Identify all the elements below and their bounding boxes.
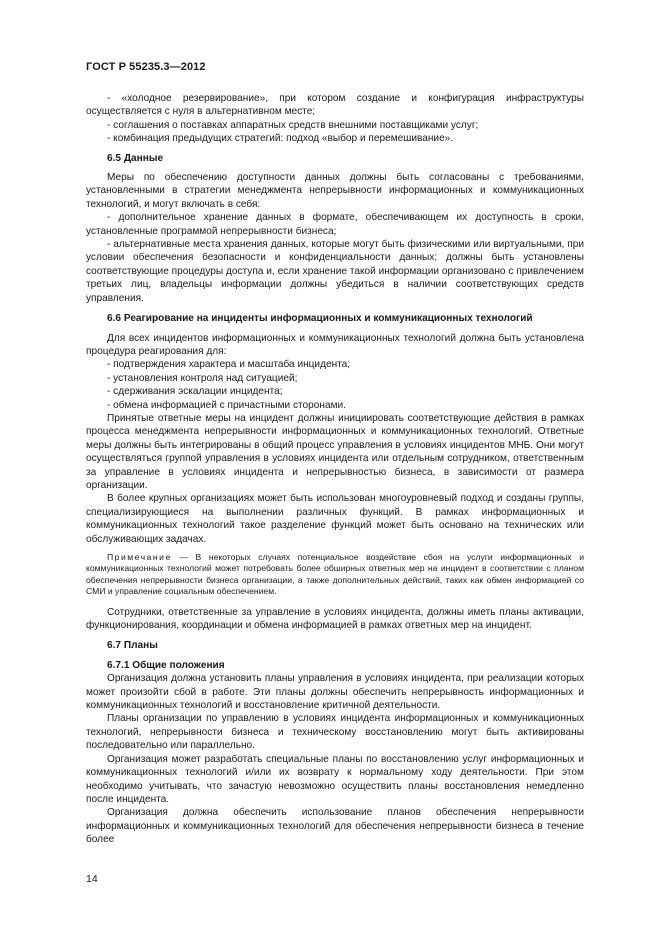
section-heading-6-7: 6.7 Планы [107,640,158,652]
page-number: 14 [86,873,98,885]
note-label: Примечание [107,552,172,562]
subsection-heading-6-7-1: 6.7.1 Общие положения [107,659,225,671]
list-item: - альтернативные места хранения данных, которые могут быть физическими или виртуальными, при условии обеспечения безопасности и конфиденциальности данных; должны быть установлены соответствующие процедуры доступа и, если хранение такой информации организовано с привлечением третьих лиц, владельцы информации должны убедиться в наличии соответствующих средств управления. [86,239,584,304]
section-heading-6-6: 6.6 Реагирование на инциденты информационных и коммуникационных технологий [107,313,533,325]
document-header: ГОСТ Р 55235.3—2012 [86,61,206,73]
section-heading-6-5: 6.5 Данные [107,152,164,164]
paragraph: Сотрудники, ответственные за управление в условиях инцидента, должны иметь планы активации, функционирования, координации и обмена информацией в рамках ответных мер на инцидент. [86,606,584,632]
paragraph: Организация должна обеспечить использование планов обеспечения непрерывности информационных и коммуникационных технологий для обеспечения непрерывности бизнеса в течение более [86,807,584,846]
list-item: - подтверждения характера и масштаба инцидента; [107,359,351,371]
list-item: - дополнительное хранение данных в формате, обеспечивающем их доступность в сроки, установленные программой непрерывности бизнеса; [86,212,584,237]
paragraph: Меры по обеспечению доступности данных должны быть согласованы с требованиями, установленными в стратегии менеджмента непрерывности информационных и коммуникационных технологий, и могут включать в себя: [86,172,584,210]
note [86,552,584,598]
list-item: - сдерживания эскалации инцидента; [107,386,283,398]
list-item: - обмена информацией с причастными сторонами. [107,399,346,411]
list-item: - соглашения о поставках аппаратных средств внешними поставщиками услуг; [107,119,479,131]
list-item: - «холодное резервирование», при котором создание и конфигурация инфраструктуры осуществляется с нуля в альтернативном месте; [86,93,584,118]
page-content [86,92,584,847]
paragraph: Организация должна установить планы управления в условиях инцидента, при реализации которых может произойти сбой в работе. Эти планы должны обеспечить непрерывность информационных и коммуникационных технологий и восстановление критичной деятельности. [86,673,584,712]
paragraph: Для всех инцидентов информационных и коммуникационных технологий должна быть установлена процедура реагирования для: [86,332,584,357]
paragraph: Принятые ответные меры на инцидент должны инициировать соответствующие действия в рамках процесса менеджмента непрерывности информационных и коммуникационных технологий. Ответные меры должны быть интегрированы в общий процесс управления в условиях инцидентов МНБ. Они могут осуществляться группой управления в условиях инцидента или отдельным сотрудником, ответственным за управление в условиях инцидента и непрерывностью бизнеса, в зависимости от размера организации. [86,412,584,491]
paragraph: Организация может разработать специальные планы по восстановлению услуг информационных и коммуникационных технологий и/или их возврату к нормальному ходу деятельности. При этом необходимо учитывать, что зачастую невозможно осуществить планы восстановления немедленно после инцидента. [86,753,584,805]
list-item: - комбинация предыдущих стратегий: подход «выбор и перемешивание». [107,133,454,145]
list-item: - установления контроля над ситуацией; [107,372,298,384]
paragraph: В более крупных организациях может быть использован многоуровневый подход и созданы группы, специализирующиеся на выполнении различных функций. В рамках информационных и коммуникационных технологий такое разделение функций может быть основано на технических или обслуживающих задачах. [86,493,584,545]
note-text: — В некоторых случаях потенциальное воздействие сбоя на услуги информационных и коммуникационных технологий может потребовать более обширных ответных мер на инцидент в соответствии с планом обеспечения непрерывности бизнеса организации, а также дополнительных действий, таких как обмен информацией со СМИ и управление социальным обеспечением. [86,552,584,597]
paragraph: Планы организации по управлению в условиях инцидента информационных и коммуникационных технологий, непрерывности бизнеса и техническому восстановлению могут быть активированы последовательно или параллельно. [86,713,584,752]
